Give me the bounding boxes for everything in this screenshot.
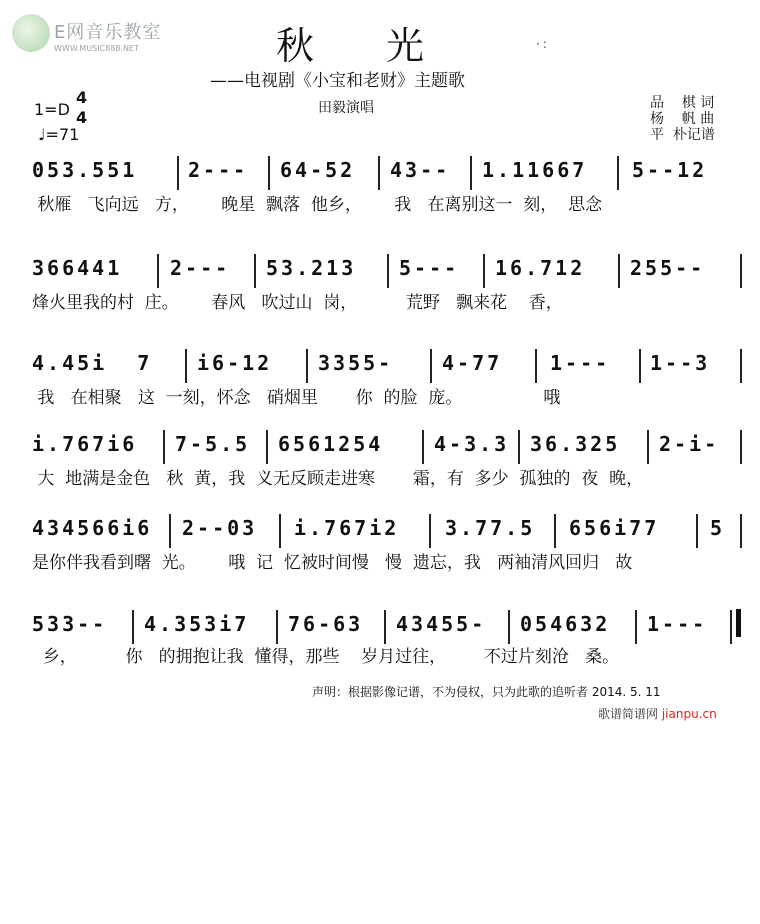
bar-line <box>254 254 256 288</box>
measure: 1--- <box>550 351 611 375</box>
measure: 533-- <box>32 612 108 636</box>
lyrics-line-3: 我 在相聚 这 一刻，怀念 硝烟里 你 的脸 庞。 哦 <box>32 388 561 408</box>
notation-line-6 <box>32 612 744 638</box>
measure: 36.325 <box>530 432 621 456</box>
measure: 5--- <box>399 256 460 280</box>
decor-dots: ·: <box>536 37 550 51</box>
bar-line <box>157 254 159 288</box>
watermark-url: WWW.MUSIC888.NET <box>54 44 139 53</box>
measure: 1--3 <box>650 351 711 375</box>
measure: 76-63 <box>288 612 364 636</box>
bar-line <box>740 254 742 288</box>
measure: i6-12 <box>197 351 273 375</box>
notation-line-5 <box>32 516 744 542</box>
measure: 6561254 <box>278 432 384 456</box>
measure: 366441 <box>32 256 123 280</box>
site-url: jianpu.cn <box>661 707 717 721</box>
bar-line <box>635 610 637 644</box>
bar-line <box>696 514 698 548</box>
bar-line <box>483 254 485 288</box>
measure: 054632 <box>520 612 611 636</box>
time-signature <box>76 88 87 128</box>
notation-line-2 <box>32 256 744 282</box>
measure: 656i77 <box>569 516 660 540</box>
bar-line <box>617 156 619 190</box>
time-sig-bottom: 4 <box>76 108 88 127</box>
measure: 7-5.5 <box>175 432 251 456</box>
measure: 4-77 <box>442 351 503 375</box>
measure: 3355- <box>318 351 394 375</box>
lyrics-line-6: 乡， 你 的拥抱让我 懂得，那些 岁月过往， 不过片刻沧 桑。 <box>32 647 620 667</box>
measure: 2--- <box>170 256 231 280</box>
bar-line <box>378 156 380 190</box>
measure: 5 <box>710 516 726 540</box>
measure: 1--- <box>647 612 708 636</box>
measure: 2--- <box>188 158 249 182</box>
measure: 43-- <box>390 158 451 182</box>
watermark-name: E网音乐教室 <box>54 22 162 43</box>
measure: 434566i6 <box>32 516 153 540</box>
credit-composer: 杨 帆 曲 <box>650 111 715 127</box>
bar-line <box>163 430 165 464</box>
bar-line <box>508 610 510 644</box>
bar-line <box>268 156 270 190</box>
bar-line <box>185 349 187 383</box>
credit-transcriber: 平 朴记谱 <box>650 127 715 143</box>
bar-line <box>306 349 308 383</box>
bar-line <box>279 514 281 548</box>
measure: 16.712 <box>495 256 586 280</box>
bar-line <box>618 254 620 288</box>
bar-line <box>647 430 649 464</box>
bar-line <box>384 610 386 644</box>
tempo-marking: ♩=71 <box>38 125 80 144</box>
performer: 田毅演唱 <box>318 100 374 116</box>
bar-line <box>730 610 732 644</box>
bar-line <box>639 349 641 383</box>
footer-disclaimer: 声明：根据影像记谱，不为侵权，只为此歌的追听者 2014. 5. 11 <box>312 685 661 699</box>
measure: 2--03 <box>182 516 258 540</box>
measure: 3.77.5 <box>445 516 536 540</box>
final-bar-line <box>736 609 741 637</box>
song-subtitle: ——电视剧《小宝和老财》主题歌 <box>210 71 465 91</box>
measure: 43455- <box>396 612 487 636</box>
time-sig-top: 4 <box>76 88 88 107</box>
bar-line <box>422 430 424 464</box>
bar-line <box>740 349 742 383</box>
lyrics-line-2: 烽火里我的村 庄。 春风 吹过山 岗， 荒野 飘来花 香， <box>32 293 563 313</box>
bar-line <box>387 254 389 288</box>
site-name: 歌谱简谱网 <box>598 707 659 721</box>
bar-line <box>429 514 431 548</box>
bar-line <box>276 610 278 644</box>
measure: 053.551 <box>32 158 138 182</box>
measure: 4.353i7 <box>144 612 250 636</box>
measure: 4-3.3 <box>434 432 510 456</box>
notation-line-1 <box>32 158 744 184</box>
credits <box>650 95 715 143</box>
bar-line <box>177 156 179 190</box>
key-signature: 1=D <box>34 100 70 119</box>
lyrics-line-1: 秋雁 飞向远 方， 晚星 飘落 他乡， 我 在离别这一 刻， 思念 <box>32 195 603 215</box>
bar-line <box>518 430 520 464</box>
notation-line-4 <box>32 432 744 458</box>
measure: 5--12 <box>632 158 708 182</box>
site-watermark <box>598 705 717 722</box>
notation-line-3 <box>32 351 744 377</box>
measure: i.767i2 <box>294 516 400 540</box>
bar-line <box>740 514 742 548</box>
measure: 64-52 <box>280 158 356 182</box>
bar-line <box>740 430 742 464</box>
lyrics-line-5: 是你伴我看到曙 光。 哦 记 忆被时间慢 慢 遗忘，我 两袖清风回归 故 <box>32 553 633 573</box>
lyrics-line-4: 大 地满是金色 秋 黄，我 义无反顾走进寒 霜，有 多少 孤独的 夜 晚， <box>32 469 644 489</box>
measure: i.767i6 <box>32 432 138 456</box>
bar-line <box>266 430 268 464</box>
bar-line <box>169 514 171 548</box>
measure: 1.11667 <box>482 158 588 182</box>
measure: 53.213 <box>266 256 357 280</box>
bar-line <box>535 349 537 383</box>
measure: 4.45i 7 <box>32 351 153 375</box>
bar-line <box>554 514 556 548</box>
credit-lyricist: 品 棋 词 <box>650 95 715 111</box>
measure: 2-i- <box>659 432 720 456</box>
song-title: 秋 光 <box>275 24 455 68</box>
bar-line <box>470 156 472 190</box>
bar-line <box>132 610 134 644</box>
bar-line <box>430 349 432 383</box>
measure: 255-- <box>630 256 706 280</box>
